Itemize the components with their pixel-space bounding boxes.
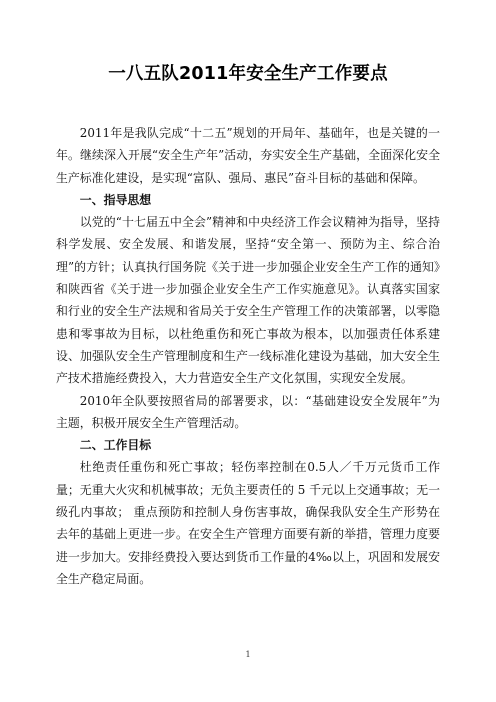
document-body (56, 122, 440, 590)
guiding-ideology-paragraph: 以党的“十七届五中全会”精神和中央经济工作会议精神为指导，坚持科学发展、安全发展、和谐发展，坚持“安全第一、预防为主、综合治理”的方针；认真执行国务院《关于进一步加强企业安全生产工作的通知》和陕西省《关于进一步加强企业安全生产工作实施意见》。认真落实国家和行业的安全生产法规和省局关于安全生产管理工作的决策部署，以零隐患和零事故为目标，以杜绝重伤和死亡事故为根本，以加强责任体系建设、加强队安全生产管理制度和生产一线标准化建设为基础，加大安全生产技术措施经费投入，大力营造安全生产文化氛围，实现安全发展。 (56, 215, 440, 386)
section-heading-guiding-ideology: 一、指导思想 (79, 192, 152, 207)
section-heading-work-goals: 二、工作目标 (79, 438, 152, 453)
intro-paragraph: 2011年是我队完成“十二五”规划的开局年、基础年，也是关键的一年。继续深入开展“安全生产年”活动，夯实安全生产基础，全面深化安全生产标准化建设，是实现“富队、强局、惠民”奋斗目标的基础和保障。 (56, 126, 440, 185)
work-goals-paragraph: 杜绝责任重伤和死亡事故；轻伤率控制在0.5人／千万元货币工作量；无重大火灾和机械事故；无负主要责任的 5 千元以上交通事故；无一级孔内事故； 重点预防和控制人身伤害事故，确保我队安全生产形势在去年的基础上更进一步。在安全生产管理方面要有新的举措，管理力度要进一步加大。安排经费投入要达到货币工作量的4‰以上，巩固和发展安全生产稳定局面。 (56, 460, 440, 586)
document-title: 一八五队2011年安全生产工作要点 (108, 64, 388, 84)
page-number: 1 (245, 650, 251, 659)
guiding-ideology-paragraph-2: 2010年全队要按照省局的部署要求，以：“基础建设安全发展年”为主题，积极开展安全生产管理活动。 (56, 393, 440, 430)
